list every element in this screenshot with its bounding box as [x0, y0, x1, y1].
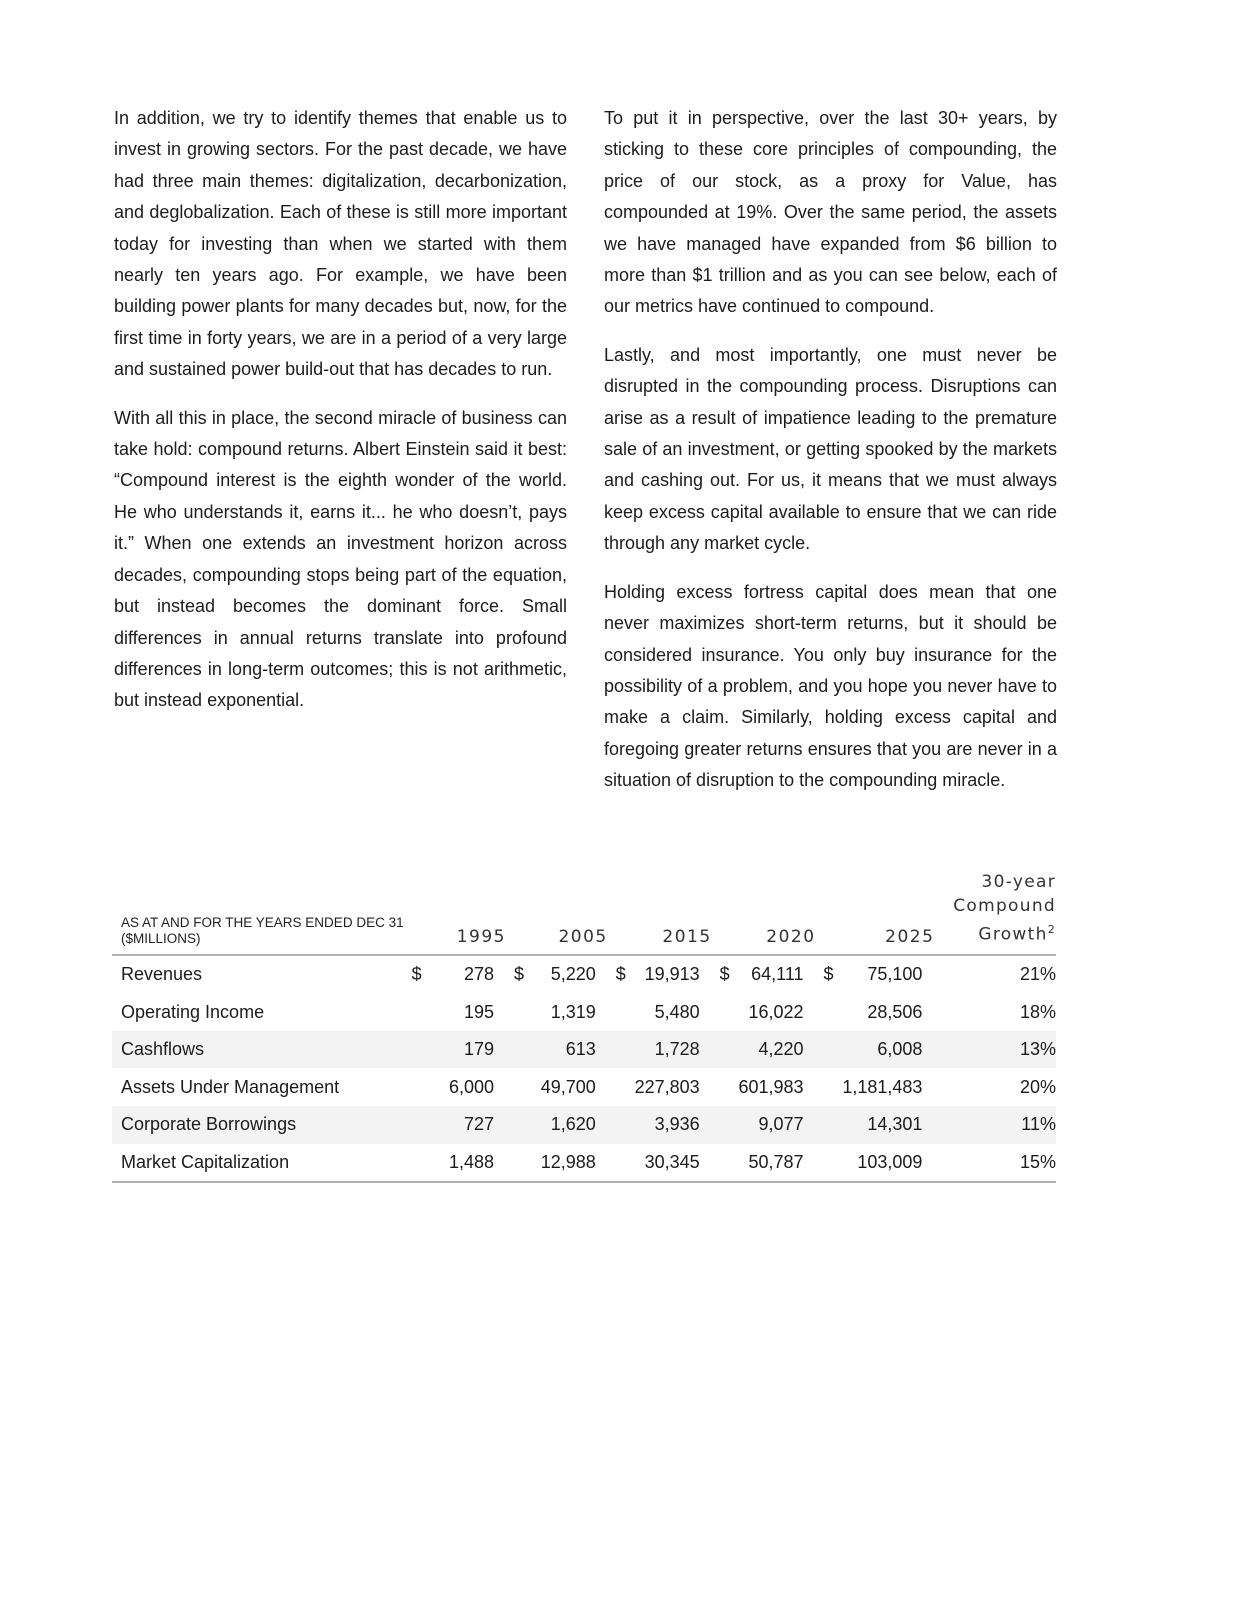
table-row [112, 1106, 1056, 1144]
table-cell: 227,803 [634, 1076, 700, 1097]
table-cell: 19,913 [644, 963, 700, 984]
paragraph: Lastly, and most importantly, one must never be disrupted in the compounding process. Disruptions can arise as a result of impatience leading to the premature sale of an investment, or getting spooked by the markets and cashing out. For us, it means that we must always keep excess capital available to ensure that we can ride through any market cycle. [604, 344, 1057, 554]
year-header: 2025 [816, 870, 935, 955]
table-cell: 103,009 [842, 1144, 934, 1183]
table-cell: 3,936 [635, 1106, 712, 1144]
growth-cell: 20% [1019, 1076, 1056, 1097]
row-label: Corporate Borrowings [112, 1106, 404, 1144]
table-cell: 50,787 [738, 1144, 815, 1183]
table-row [112, 1144, 1056, 1183]
footnote-marker: 2 [1047, 923, 1056, 936]
table-cell: 4,220 [738, 1031, 815, 1069]
left-text-column [114, 103, 567, 734]
row-label: Assets Under Management [121, 1076, 340, 1097]
table-cell: 179 [430, 1031, 506, 1069]
growth-cell: 11% [934, 1106, 1056, 1144]
financial-metrics-table [112, 870, 1056, 1183]
row-label: Cashflows [112, 1031, 404, 1069]
paragraph: With all this in place, the second miracle of business can take hold: compound returns. Albert Einstein said it best: “Compound interest is the eighth wonder of the world. He who understands it, earns it... he who doesn’t, pays it.” When one extends an investment horizon across decades, compounding stops being part of the equation, but instead becomes the dominant force. Small differences in annual returns translate into profound differences in long-term outcomes; this is not arithmetic, but instead exponential. [114, 407, 567, 711]
table-cell: 1,488 [430, 1144, 506, 1183]
table-cell: 6,008 [842, 1031, 934, 1069]
year-header: 1995 [404, 870, 506, 955]
caption-units: ($MILLIONS) [121, 930, 201, 946]
table-cell: 727 [430, 1106, 506, 1144]
growth-cell: 18% [1019, 1001, 1056, 1022]
row-label: Revenues [121, 963, 203, 984]
table-cell: 28,506 [867, 1001, 923, 1022]
paragraph: In addition, we try to identify themes that enable us to invest in growing sectors. For the past decade, we have had three main themes: digitalization, decarbonization, and deglobalization. Each of these is still more important today for investing than when we started with them nearly ten years ago. For example, we have been building power plants for many decades but, now, for the first time in forty years, we are in a period of a very large and sustained power build-out that has decades to run. [114, 108, 567, 380]
year-header: 2015 [608, 870, 712, 955]
growth-header [934, 870, 1056, 955]
year-header: 2020 [712, 870, 816, 955]
paragraph: Holding excess fortress capital does mean that one never maximizes short-term returns, but it should be considered insurance. You only buy insurance for the possibility of a problem, and you hope you never have to make a claim. Similarly, holding excess capital and foregoing greater returns ensures that you are never in a situation of disruption to the compounding miracle. [604, 581, 1057, 791]
table-cell: 14,301 [842, 1106, 934, 1144]
paragraph: To put it in perspective, over the last 30+ years, by sticking to these core principles of compounding, the price of our stock, as a proxy for Value, has compounded at 19%. Over the same period, the assets we have managed have expanded from $6 billion to more than $1 trillion and as you can see below, each of our metrics have continued to compound. [604, 108, 1057, 317]
currency-symbol: $ [615, 963, 626, 984]
table-cell: 5,220 [550, 963, 596, 984]
growth-header-line: Growth [978, 924, 1048, 945]
table-cell: 5,480 [654, 1001, 700, 1022]
growth-header-line: Compound [953, 896, 1056, 916]
table-cell: 1,319 [550, 1001, 596, 1022]
table-cell: 278 [463, 963, 494, 984]
table-row [112, 1031, 1056, 1069]
growth-header-line: 30-year [981, 872, 1056, 892]
table-row [112, 955, 1056, 994]
table-cell: 12,988 [533, 1144, 608, 1183]
table-caption [112, 870, 404, 955]
table-cell: 75,100 [867, 963, 923, 984]
growth-cell: 21% [1019, 963, 1056, 984]
right-text-column [604, 103, 1057, 814]
currency-symbol: $ [514, 963, 525, 984]
year-header: 2005 [506, 870, 608, 955]
table-header-row [112, 870, 1056, 955]
table-cell: 16,022 [748, 1001, 804, 1022]
table-cell: 30,345 [635, 1144, 712, 1183]
table-cell: 49,700 [540, 1076, 596, 1097]
table-row [112, 993, 1056, 1031]
currency-symbol: $ [411, 963, 422, 984]
table-cell: 1,728 [635, 1031, 712, 1069]
table-cell: 9,077 [738, 1106, 815, 1144]
row-label: Market Capitalization [112, 1144, 404, 1183]
table-cell: 64,111 [751, 963, 804, 984]
row-label: Operating Income [121, 1001, 265, 1022]
table-cell: 6,000 [448, 1076, 494, 1097]
table-row [112, 1068, 1056, 1106]
currency-symbol: $ [719, 963, 730, 984]
growth-cell: 15% [934, 1144, 1056, 1183]
table-cell: 1,181,483 [842, 1076, 923, 1097]
caption-line: AS AT AND FOR THE YEARS ENDED DEC 31 [121, 914, 404, 930]
table-cell: 601,983 [738, 1076, 804, 1097]
currency-symbol: $ [823, 963, 834, 984]
table-cell: 1,620 [533, 1106, 608, 1144]
table-cell: 195 [463, 1001, 494, 1022]
growth-cell: 13% [934, 1031, 1056, 1069]
table-cell: 613 [533, 1031, 608, 1069]
